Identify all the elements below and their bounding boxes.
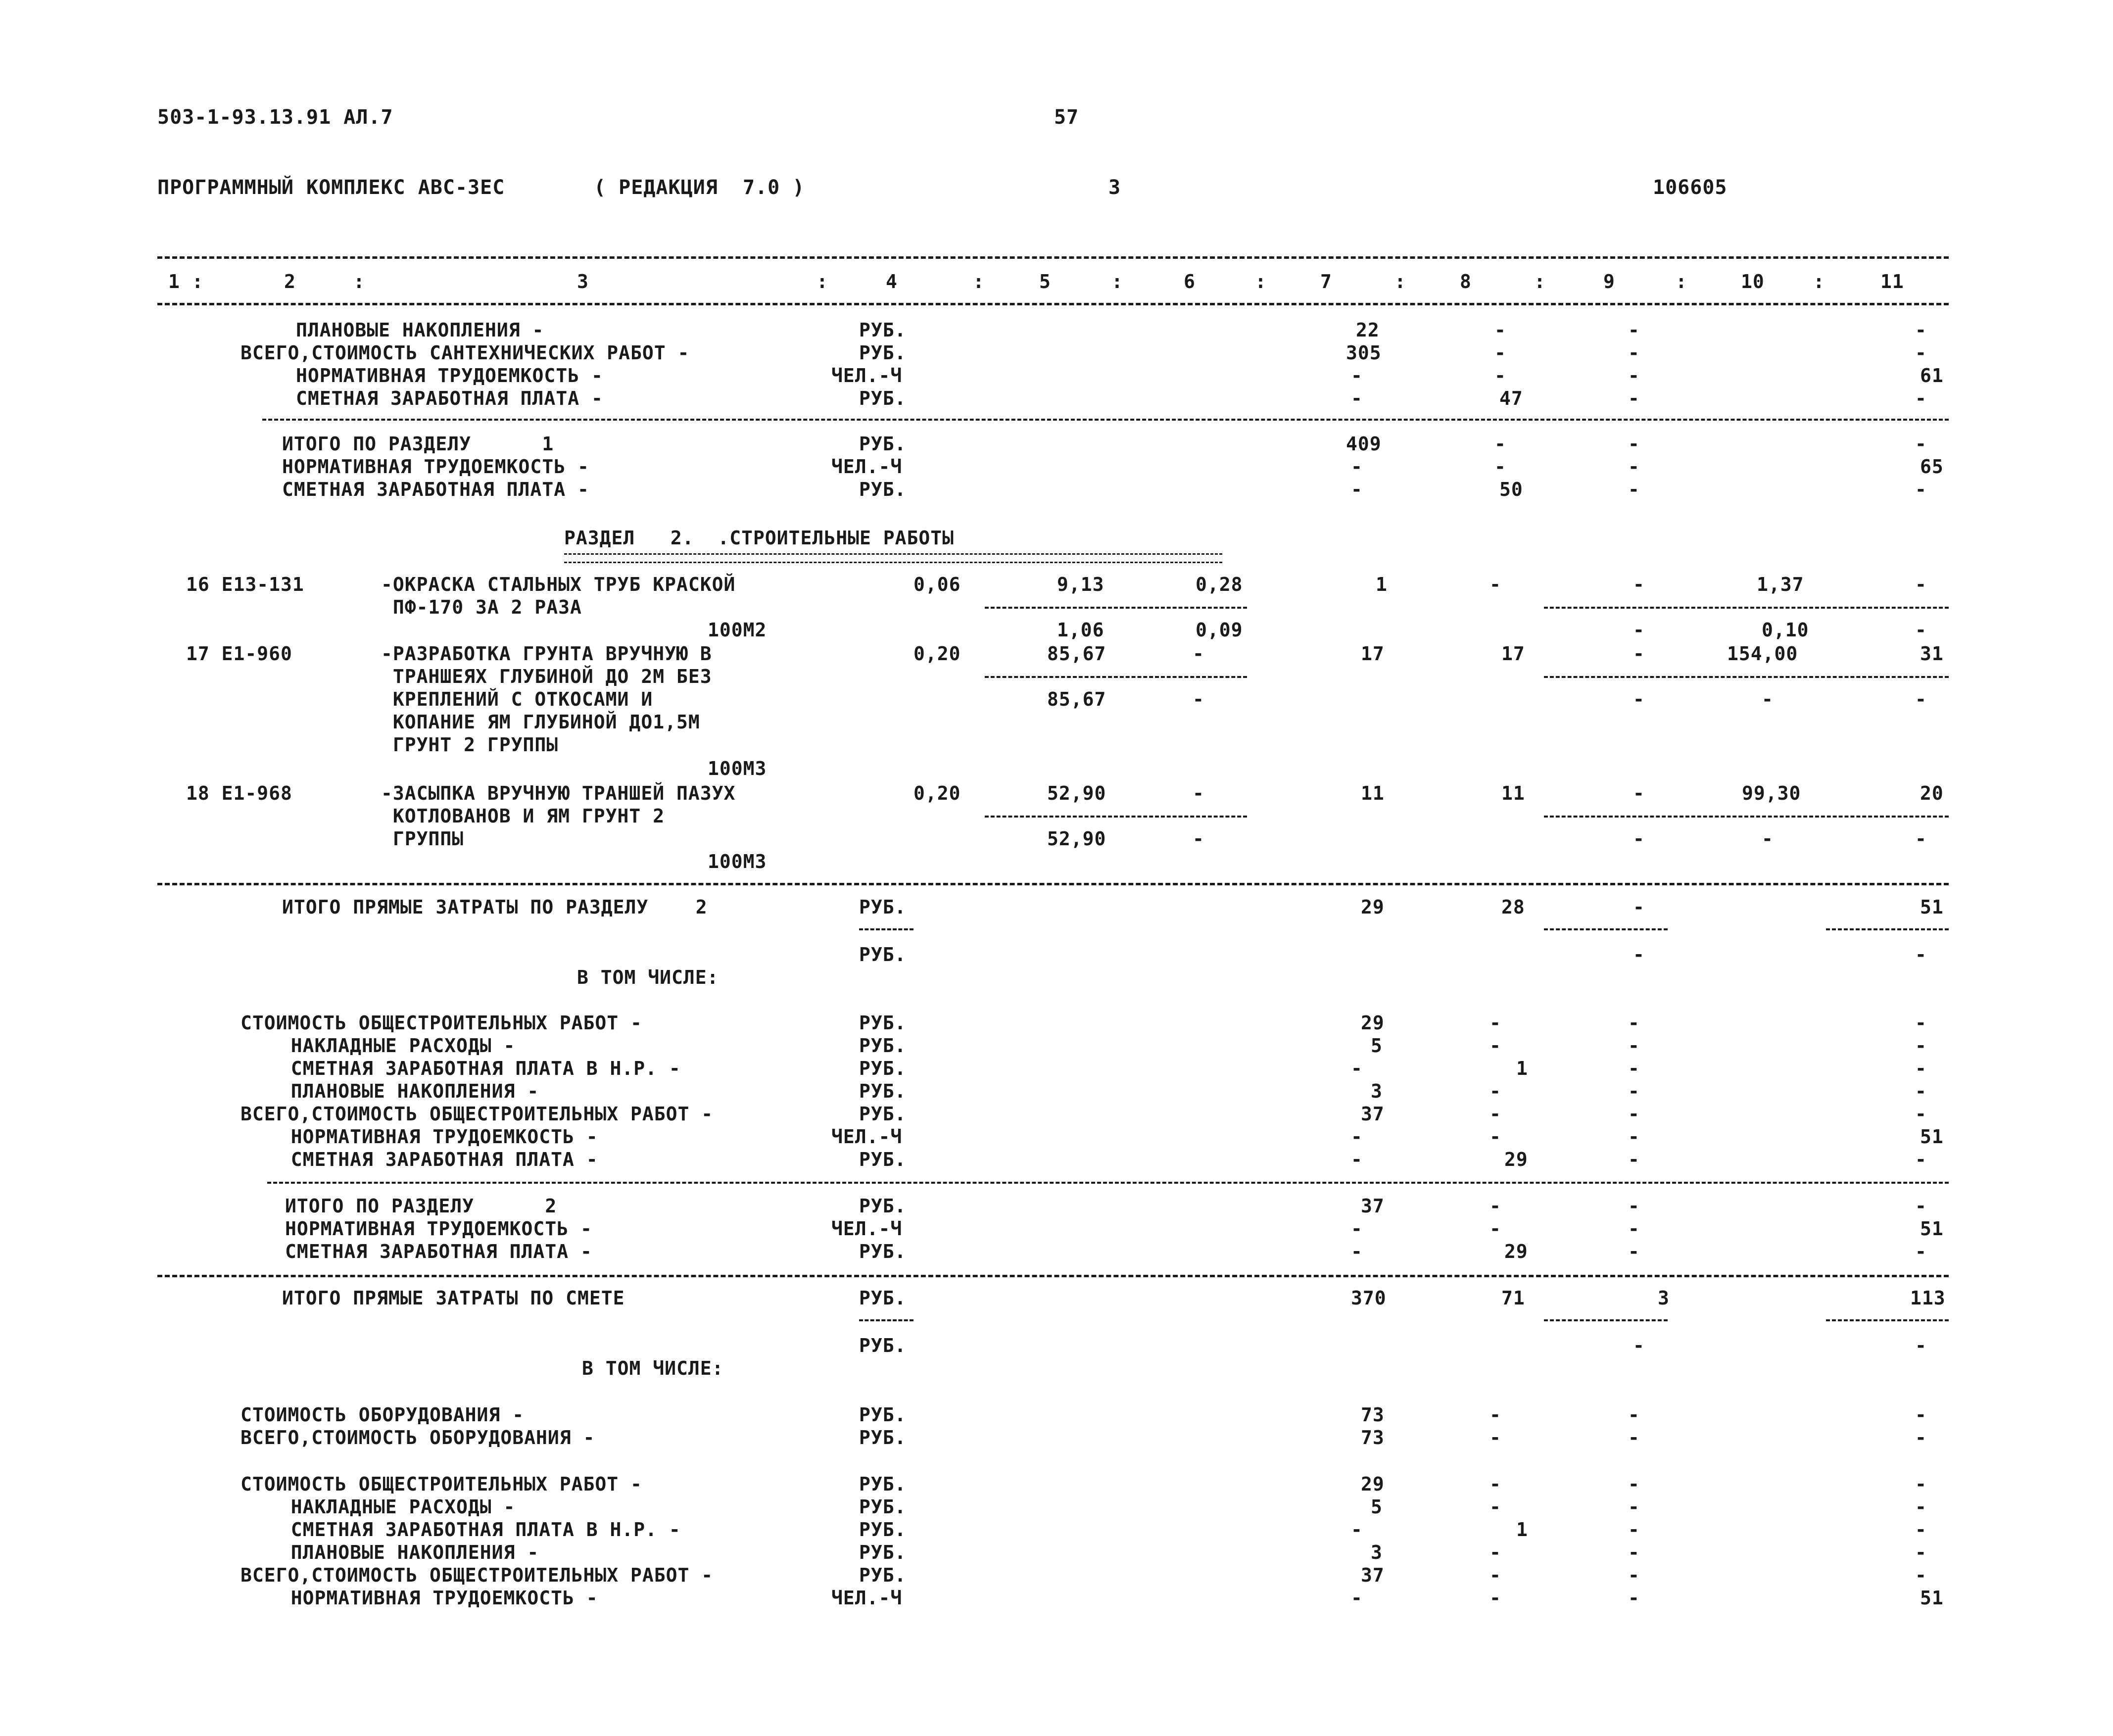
rule xyxy=(859,928,913,930)
row-label: ВСЕГО,СТОИМОСТЬ САНТЕХНИЧЕСКИХ РАБОТ - xyxy=(240,342,690,364)
row-c8: 71 xyxy=(1501,1287,1525,1309)
col-sep: : xyxy=(816,271,828,292)
row-c8: 1 xyxy=(1516,1058,1528,1079)
row-c8: - xyxy=(1489,1195,1501,1217)
rule xyxy=(1544,816,1949,818)
col-header-11: 11 xyxy=(1880,271,1904,292)
row-label: СМЕТНАЯ ЗАРАБОТНАЯ ПЛАТА - xyxy=(282,479,589,500)
row-c9: 3 xyxy=(1658,1287,1670,1309)
row-c8: - xyxy=(1489,1080,1501,1102)
row-c9: - xyxy=(1628,1218,1640,1240)
row-c11: - xyxy=(1915,1241,1927,1262)
row-c9: - xyxy=(1628,1035,1640,1057)
row-label: ВСЕГО,СТОИМОСТЬ ОБЩЕСТРОИТЕЛЬНЫХ РАБОТ - xyxy=(240,1103,714,1125)
rule xyxy=(1826,928,1949,930)
row-c8: - xyxy=(1489,1587,1501,1609)
rule xyxy=(1544,676,1949,678)
rule xyxy=(1826,1319,1949,1321)
cell-c8: 17 xyxy=(1501,643,1525,665)
row-unit: РУБ. xyxy=(859,944,907,965)
item-desc-line: КРЕПЛЕНИЙ С ОТКОСАМИ И xyxy=(381,688,653,710)
row-c11: 51 xyxy=(1920,1218,1944,1240)
item-desc-line: -РАЗРАБОТКА ГРУНТА ВРУЧНУЮ В xyxy=(381,643,712,665)
cell-c9b: - xyxy=(1633,688,1645,710)
row-c7: - xyxy=(1351,456,1363,478)
cell-c5a: 9,13 xyxy=(1057,574,1105,595)
cell-c5b: 85,67 xyxy=(1047,688,1106,710)
row-unit: ЧЕЛ.-Ч xyxy=(831,1587,903,1609)
rule xyxy=(262,419,1949,421)
col-header-6: 6 xyxy=(1184,271,1196,292)
row-c8: 47 xyxy=(1499,387,1523,409)
row-label: СМЕТНАЯ ЗАРАБОТНАЯ ПЛАТА В Н.Р. - xyxy=(267,1519,681,1541)
row-c8: 29 xyxy=(1504,1149,1528,1170)
item-number: 18 Е1-968 xyxy=(186,782,292,804)
row-c9: - xyxy=(1628,1080,1640,1102)
cell-c7: 1 xyxy=(1376,574,1388,595)
cell-c4: 0,20 xyxy=(913,782,961,804)
row-c7: 29 xyxy=(1361,1473,1385,1495)
row-c9: - xyxy=(1628,1542,1640,1563)
cell-c6a: - xyxy=(1193,643,1204,665)
col-header-7: 7 xyxy=(1320,271,1332,292)
row-c11: - xyxy=(1915,342,1927,364)
row-c7: 370 xyxy=(1351,1287,1387,1309)
row-unit: РУБ. xyxy=(859,896,907,918)
row-unit: РУБ. xyxy=(859,1241,907,1262)
row-c8: 28 xyxy=(1501,896,1525,918)
row-c8: - xyxy=(1489,1542,1501,1563)
row-unit: ЧЕЛ.-Ч xyxy=(831,365,903,386)
row-c11: 61 xyxy=(1920,365,1944,386)
row-c11: - xyxy=(1915,1519,1927,1541)
row-c7: 3 xyxy=(1371,1080,1383,1102)
row-c7: 29 xyxy=(1361,896,1385,918)
row-unit: РУБ. xyxy=(859,479,907,500)
col-header-5: 5 xyxy=(1039,271,1051,292)
row-c8: - xyxy=(1489,1012,1501,1034)
row-c7: - xyxy=(1351,1058,1363,1079)
row-c11: - xyxy=(1915,479,1927,500)
cell-c10b: - xyxy=(1762,828,1774,850)
row-unit: РУБ. xyxy=(859,387,907,409)
col-sep: : xyxy=(1813,271,1825,292)
item-desc-line: ГРУНТ 2 ГРУППЫ xyxy=(381,734,559,756)
row-unit: ЧЕЛ.-Ч xyxy=(831,456,903,478)
cell-c9a: - xyxy=(1633,782,1645,804)
cell-c5a: 85,67 xyxy=(1047,643,1106,665)
item-desc-line: КОТЛОВАНОВ И ЯМ ГРУНТ 2 xyxy=(381,805,665,827)
row-c7: 73 xyxy=(1361,1404,1385,1426)
row-c9: - xyxy=(1628,1473,1640,1495)
row-c9b: - xyxy=(1633,944,1645,965)
row-c11: - xyxy=(1915,433,1927,455)
item-number: 17 Е1-960 xyxy=(186,643,292,665)
cell-c4: 0,20 xyxy=(913,643,961,665)
row-c8: - xyxy=(1494,342,1506,364)
section-title-underline xyxy=(564,553,1222,563)
row-c7: 37 xyxy=(1361,1103,1385,1125)
including-heading: В ТОМ ЧИСЛЕ: xyxy=(577,966,719,988)
row-unit: РУБ. xyxy=(859,1012,907,1034)
item-number: 16 Е13-131 xyxy=(186,574,304,595)
col-header-8: 8 xyxy=(1460,271,1472,292)
row-unit: РУБ. xyxy=(859,1427,907,1448)
row-unit: РУБ. xyxy=(859,1149,907,1170)
row-c7: 37 xyxy=(1361,1195,1385,1217)
item-desc-line: -ОКРАСКА СТАЛЬНЫХ ТРУБ КРАСКОЙ xyxy=(381,574,736,595)
row-c8: - xyxy=(1489,1404,1501,1426)
rule xyxy=(985,816,1247,818)
cell-c4: 0,06 xyxy=(913,574,961,595)
row-c7: 409 xyxy=(1346,433,1382,455)
rule xyxy=(1544,1319,1668,1321)
row-c9: - xyxy=(1628,433,1640,455)
row-c8: 29 xyxy=(1504,1241,1528,1262)
row-c8: 1 xyxy=(1516,1519,1528,1541)
row-unit: РУБ. xyxy=(859,1335,907,1356)
col-header-10: 10 xyxy=(1741,271,1765,292)
row-label: СМЕТНАЯ ЗАРАБОТНАЯ ПЛАТА - xyxy=(267,1149,598,1170)
cell-c5b: 52,90 xyxy=(1047,828,1106,850)
row-c11: - xyxy=(1915,1404,1927,1426)
row-c8: - xyxy=(1494,365,1506,386)
cell-c11a: - xyxy=(1915,574,1927,595)
row-c7: - xyxy=(1351,1218,1363,1240)
cell-c9a: - xyxy=(1633,574,1645,595)
row-c11: 51 xyxy=(1920,896,1944,918)
row-c7: - xyxy=(1351,1126,1363,1148)
row-unit: ЧЕЛ.-Ч xyxy=(831,1126,903,1148)
including-heading: В ТОМ ЧИСЛЕ: xyxy=(582,1357,724,1379)
row-c9: - xyxy=(1628,1195,1640,1217)
rule xyxy=(1544,607,1949,609)
cell-c11a: 20 xyxy=(1920,782,1944,804)
cell-c7: 11 xyxy=(1361,782,1385,804)
row-label: ИТОГО ПО РАЗДЕЛУ 2 xyxy=(285,1195,557,1217)
row-label: СМЕТНАЯ ЗАРАБОТНАЯ ПЛАТА - xyxy=(296,387,603,409)
item-unit: 100М2 xyxy=(708,619,767,641)
item-unit: 100М3 xyxy=(708,758,767,779)
cell-c6b: - xyxy=(1193,828,1204,850)
row-c11: - xyxy=(1915,319,1927,341)
row-c7: 29 xyxy=(1361,1012,1385,1034)
row-label: НОРМАТИВНАЯ ТРУДОЕМКОСТЬ - xyxy=(282,456,589,478)
rule xyxy=(157,883,1949,885)
row-c9: - xyxy=(1628,1103,1640,1125)
row-c7: 5 xyxy=(1371,1035,1383,1057)
row-c9: - xyxy=(1628,342,1640,364)
row-unit: РУБ. xyxy=(859,1564,907,1586)
row-c9: - xyxy=(1633,896,1645,918)
row-c7: - xyxy=(1351,1241,1363,1262)
row-c11: - xyxy=(1915,1058,1927,1079)
header-bottom-rule xyxy=(157,303,1949,305)
row-label: СМЕТНАЯ ЗАРАБОТНАЯ ПЛАТА - xyxy=(285,1241,592,1262)
col-header-4: 4 xyxy=(886,271,898,292)
cell-c9a: - xyxy=(1633,643,1645,665)
cell-c6b: - xyxy=(1193,688,1204,710)
cell-c10b: - xyxy=(1762,688,1774,710)
row-c9: - xyxy=(1628,1126,1640,1148)
row-c7: - xyxy=(1351,1519,1363,1541)
rule xyxy=(157,1275,1949,1277)
row-c7: - xyxy=(1351,1149,1363,1170)
row-c11: - xyxy=(1915,1473,1927,1495)
edition-label: ( РЕДАКЦИЯ 7.0 ) xyxy=(594,176,805,199)
row-label: ПЛАНОВЫЕ НАКОПЛЕНИЯ - xyxy=(267,1542,539,1563)
cell-c11b: - xyxy=(1915,619,1927,641)
row-c7: 3 xyxy=(1371,1542,1383,1563)
row-c11: - xyxy=(1915,1496,1927,1518)
row-c11b: - xyxy=(1915,944,1927,965)
row-c8: - xyxy=(1494,319,1506,341)
row-label: СТОИМОСТЬ ОБОРУДОВАНИЯ - xyxy=(240,1404,525,1426)
row-c8: - xyxy=(1489,1218,1501,1240)
row-c11: 51 xyxy=(1920,1126,1944,1148)
row-c7: 22 xyxy=(1356,319,1380,341)
row-c9: - xyxy=(1628,1427,1640,1448)
row-c11: - xyxy=(1915,1195,1927,1217)
row-c9: - xyxy=(1628,1404,1640,1426)
row-unit: РУБ. xyxy=(859,433,907,455)
page-number: 57 xyxy=(1054,106,1079,129)
row-c8: 50 xyxy=(1499,479,1523,500)
row-c11: 113 xyxy=(1910,1287,1946,1309)
col-sep: : xyxy=(1255,271,1267,292)
rule xyxy=(985,607,1247,609)
row-c11b: - xyxy=(1915,1335,1927,1356)
row-c9: - xyxy=(1628,479,1640,500)
row-c11: - xyxy=(1915,1564,1927,1586)
cell-c6b: 0,09 xyxy=(1196,619,1243,641)
col-header-9: 9 xyxy=(1603,271,1615,292)
col-header-2: 2 xyxy=(284,271,296,292)
row-label: НАКЛАДНЫЕ РАСХОДЫ - xyxy=(267,1496,516,1518)
row-unit: РУБ. xyxy=(859,1542,907,1563)
cell-c10a: 99,30 xyxy=(1742,782,1801,804)
row-c7: - xyxy=(1351,1587,1363,1609)
row-label: НОРМАТИВНАЯ ТРУДОЕМКОСТЬ - xyxy=(267,1126,598,1148)
item-desc-line: ПФ-170 ЗА 2 РАЗА xyxy=(381,596,582,618)
row-label: ИТОГО ПРЯМЫЕ ЗАТРАТЫ ПО РАЗДЕЛУ 2 xyxy=(282,896,708,918)
row-c8: - xyxy=(1489,1473,1501,1495)
row-c8: - xyxy=(1494,456,1506,478)
row-c9: - xyxy=(1628,456,1640,478)
row-c9: - xyxy=(1628,1149,1640,1170)
cell-c10b: 0,10 xyxy=(1762,619,1809,641)
row-c8: - xyxy=(1494,433,1506,455)
row-c9: - xyxy=(1628,1587,1640,1609)
row-unit: РУБ. xyxy=(859,1519,907,1541)
row-c9: - xyxy=(1628,319,1640,341)
row-c8: - xyxy=(1489,1126,1501,1148)
row-c7: 305 xyxy=(1346,342,1382,364)
cell-c7: 17 xyxy=(1361,643,1385,665)
row-unit: РУБ. xyxy=(859,1035,907,1057)
row-unit: РУБ. xyxy=(859,1103,907,1125)
row-c7: - xyxy=(1351,365,1363,386)
item-desc-line: ТРАНШЕЯХ ГЛУБИНОЙ ДО 2М БЕЗ xyxy=(381,666,712,687)
sheet-number: 3 xyxy=(1108,176,1121,199)
cell-c9b: - xyxy=(1633,828,1645,850)
row-c11: - xyxy=(1915,1080,1927,1102)
row-unit: РУБ. xyxy=(859,1473,907,1495)
row-c11: 65 xyxy=(1920,456,1944,478)
row-c7: 5 xyxy=(1371,1496,1383,1518)
col-header-3: 3 xyxy=(577,271,589,292)
row-label: ПЛАНОВЫЕ НАКОПЛЕНИЯ - xyxy=(296,319,544,341)
row-c11: - xyxy=(1915,1427,1927,1448)
col-sep: : xyxy=(1534,271,1546,292)
item-unit: 100М3 xyxy=(708,851,767,872)
table-top-rule xyxy=(157,256,1949,259)
rule xyxy=(1544,928,1668,930)
rule xyxy=(859,1319,913,1321)
row-label: НОРМАТИВНАЯ ТРУДОЕМКОСТЬ - xyxy=(296,365,603,386)
row-c11: - xyxy=(1915,1103,1927,1125)
row-unit: РУБ. xyxy=(859,1496,907,1518)
doc-code: 503-1-93.13.91 АЛ.7 xyxy=(157,106,393,129)
row-c9: - xyxy=(1628,1496,1640,1518)
col-header-1: 1 : xyxy=(168,271,204,292)
item-desc-line: ГРУППЫ xyxy=(381,828,464,850)
row-c8: - xyxy=(1489,1035,1501,1057)
cell-c11b: - xyxy=(1915,688,1927,710)
row-c11: 51 xyxy=(1920,1587,1944,1609)
section-title: РАЗДЕЛ 2. .СТРОИТЕЛЬНЫЕ РАБОТЫ xyxy=(564,527,954,549)
row-label: НАКЛАДНЫЕ РАСХОДЫ - xyxy=(267,1035,516,1057)
cell-c8: 11 xyxy=(1501,782,1525,804)
item-desc-line: -ЗАСЫПКА ВРУЧНУЮ ТРАНШЕЙ ПАЗУХ xyxy=(381,782,736,804)
row-label: ВСЕГО,СТОИМОСТЬ ОБЩЕСТРОИТЕЛЬНЫХ РАБОТ - xyxy=(240,1564,714,1586)
row-c8: - xyxy=(1489,1427,1501,1448)
row-c8: - xyxy=(1489,1103,1501,1125)
row-c7: 73 xyxy=(1361,1427,1385,1448)
cell-c9b: - xyxy=(1633,619,1645,641)
row-unit: РУБ. xyxy=(859,1080,907,1102)
row-c7: - xyxy=(1351,387,1363,409)
cell-c5b: 1,06 xyxy=(1057,619,1105,641)
document-code: 106605 xyxy=(1653,176,1728,199)
row-label: СМЕТНАЯ ЗАРАБОТНАЯ ПЛАТА В Н.Р. - xyxy=(267,1058,681,1079)
row-label: НОРМАТИВНАЯ ТРУДОЕМКОСТЬ - xyxy=(267,1587,598,1609)
row-c11: - xyxy=(1915,1149,1927,1170)
row-c11: - xyxy=(1915,1542,1927,1563)
cell-c11b: - xyxy=(1915,828,1927,850)
row-unit: РУБ. xyxy=(859,1287,907,1309)
cell-c11a: 31 xyxy=(1920,643,1944,665)
row-c7: - xyxy=(1351,479,1363,500)
row-label: НОРМАТИВНАЯ ТРУДОЕМКОСТЬ - xyxy=(285,1218,592,1240)
row-label: СТОИМОСТЬ ОБЩЕСТРОИТЕЛЬНЫХ РАБОТ - xyxy=(240,1012,642,1034)
row-c11: - xyxy=(1915,1035,1927,1057)
row-c7: 37 xyxy=(1361,1564,1385,1586)
row-unit: ЧЕЛ.-Ч xyxy=(831,1218,903,1240)
row-c8: - xyxy=(1489,1564,1501,1586)
cell-c6a: - xyxy=(1193,782,1204,804)
cell-c8: - xyxy=(1489,574,1501,595)
row-c8: - xyxy=(1489,1496,1501,1518)
row-label: ВСЕГО,СТОИМОСТЬ ОБОРУДОВАНИЯ - xyxy=(240,1427,595,1448)
col-sep: : xyxy=(973,271,985,292)
rule xyxy=(267,1182,1949,1184)
row-c9: - xyxy=(1628,387,1640,409)
row-unit: РУБ. xyxy=(859,1195,907,1217)
row-c9: - xyxy=(1628,1241,1640,1262)
cell-c6a: 0,28 xyxy=(1196,574,1243,595)
row-c9: - xyxy=(1628,1519,1640,1541)
row-c9: - xyxy=(1628,1012,1640,1034)
row-unit: РУБ. xyxy=(859,342,907,364)
row-c9: - xyxy=(1628,1564,1640,1586)
row-c9: - xyxy=(1628,365,1640,386)
rule xyxy=(985,676,1247,678)
col-sep: : xyxy=(353,271,365,292)
col-sep: : xyxy=(1111,271,1123,292)
row-unit: РУБ. xyxy=(859,319,907,341)
row-c11: - xyxy=(1915,1012,1927,1034)
row-c9: - xyxy=(1628,1058,1640,1079)
row-label: ПЛАНОВЫЕ НАКОПЛЕНИЯ - xyxy=(267,1080,539,1102)
row-c11: - xyxy=(1915,387,1927,409)
cell-c10a: 154,00 xyxy=(1727,643,1798,665)
program-name: ПРОГРАММНЫЙ КОМПЛЕКС АВС-3ЕС xyxy=(157,176,505,199)
row-unit: РУБ. xyxy=(859,1404,907,1426)
row-label: ИТОГО ПРЯМЫЕ ЗАТРАТЫ ПО СМЕТЕ xyxy=(282,1287,625,1309)
row-unit: РУБ. xyxy=(859,1058,907,1079)
row-label: ИТОГО ПО РАЗДЕЛУ 1 xyxy=(282,433,554,455)
col-sep: : xyxy=(1676,271,1687,292)
item-desc-line: КОПАНИЕ ЯМ ГЛУБИНОЙ ДО1,5М xyxy=(381,711,700,733)
row-c9b: - xyxy=(1633,1335,1645,1356)
row-label: СТОИМОСТЬ ОБЩЕСТРОИТЕЛЬНЫХ РАБОТ - xyxy=(240,1473,642,1495)
cell-c5a: 52,90 xyxy=(1047,782,1106,804)
cell-c10a: 1,37 xyxy=(1757,574,1804,595)
col-sep: : xyxy=(1394,271,1406,292)
